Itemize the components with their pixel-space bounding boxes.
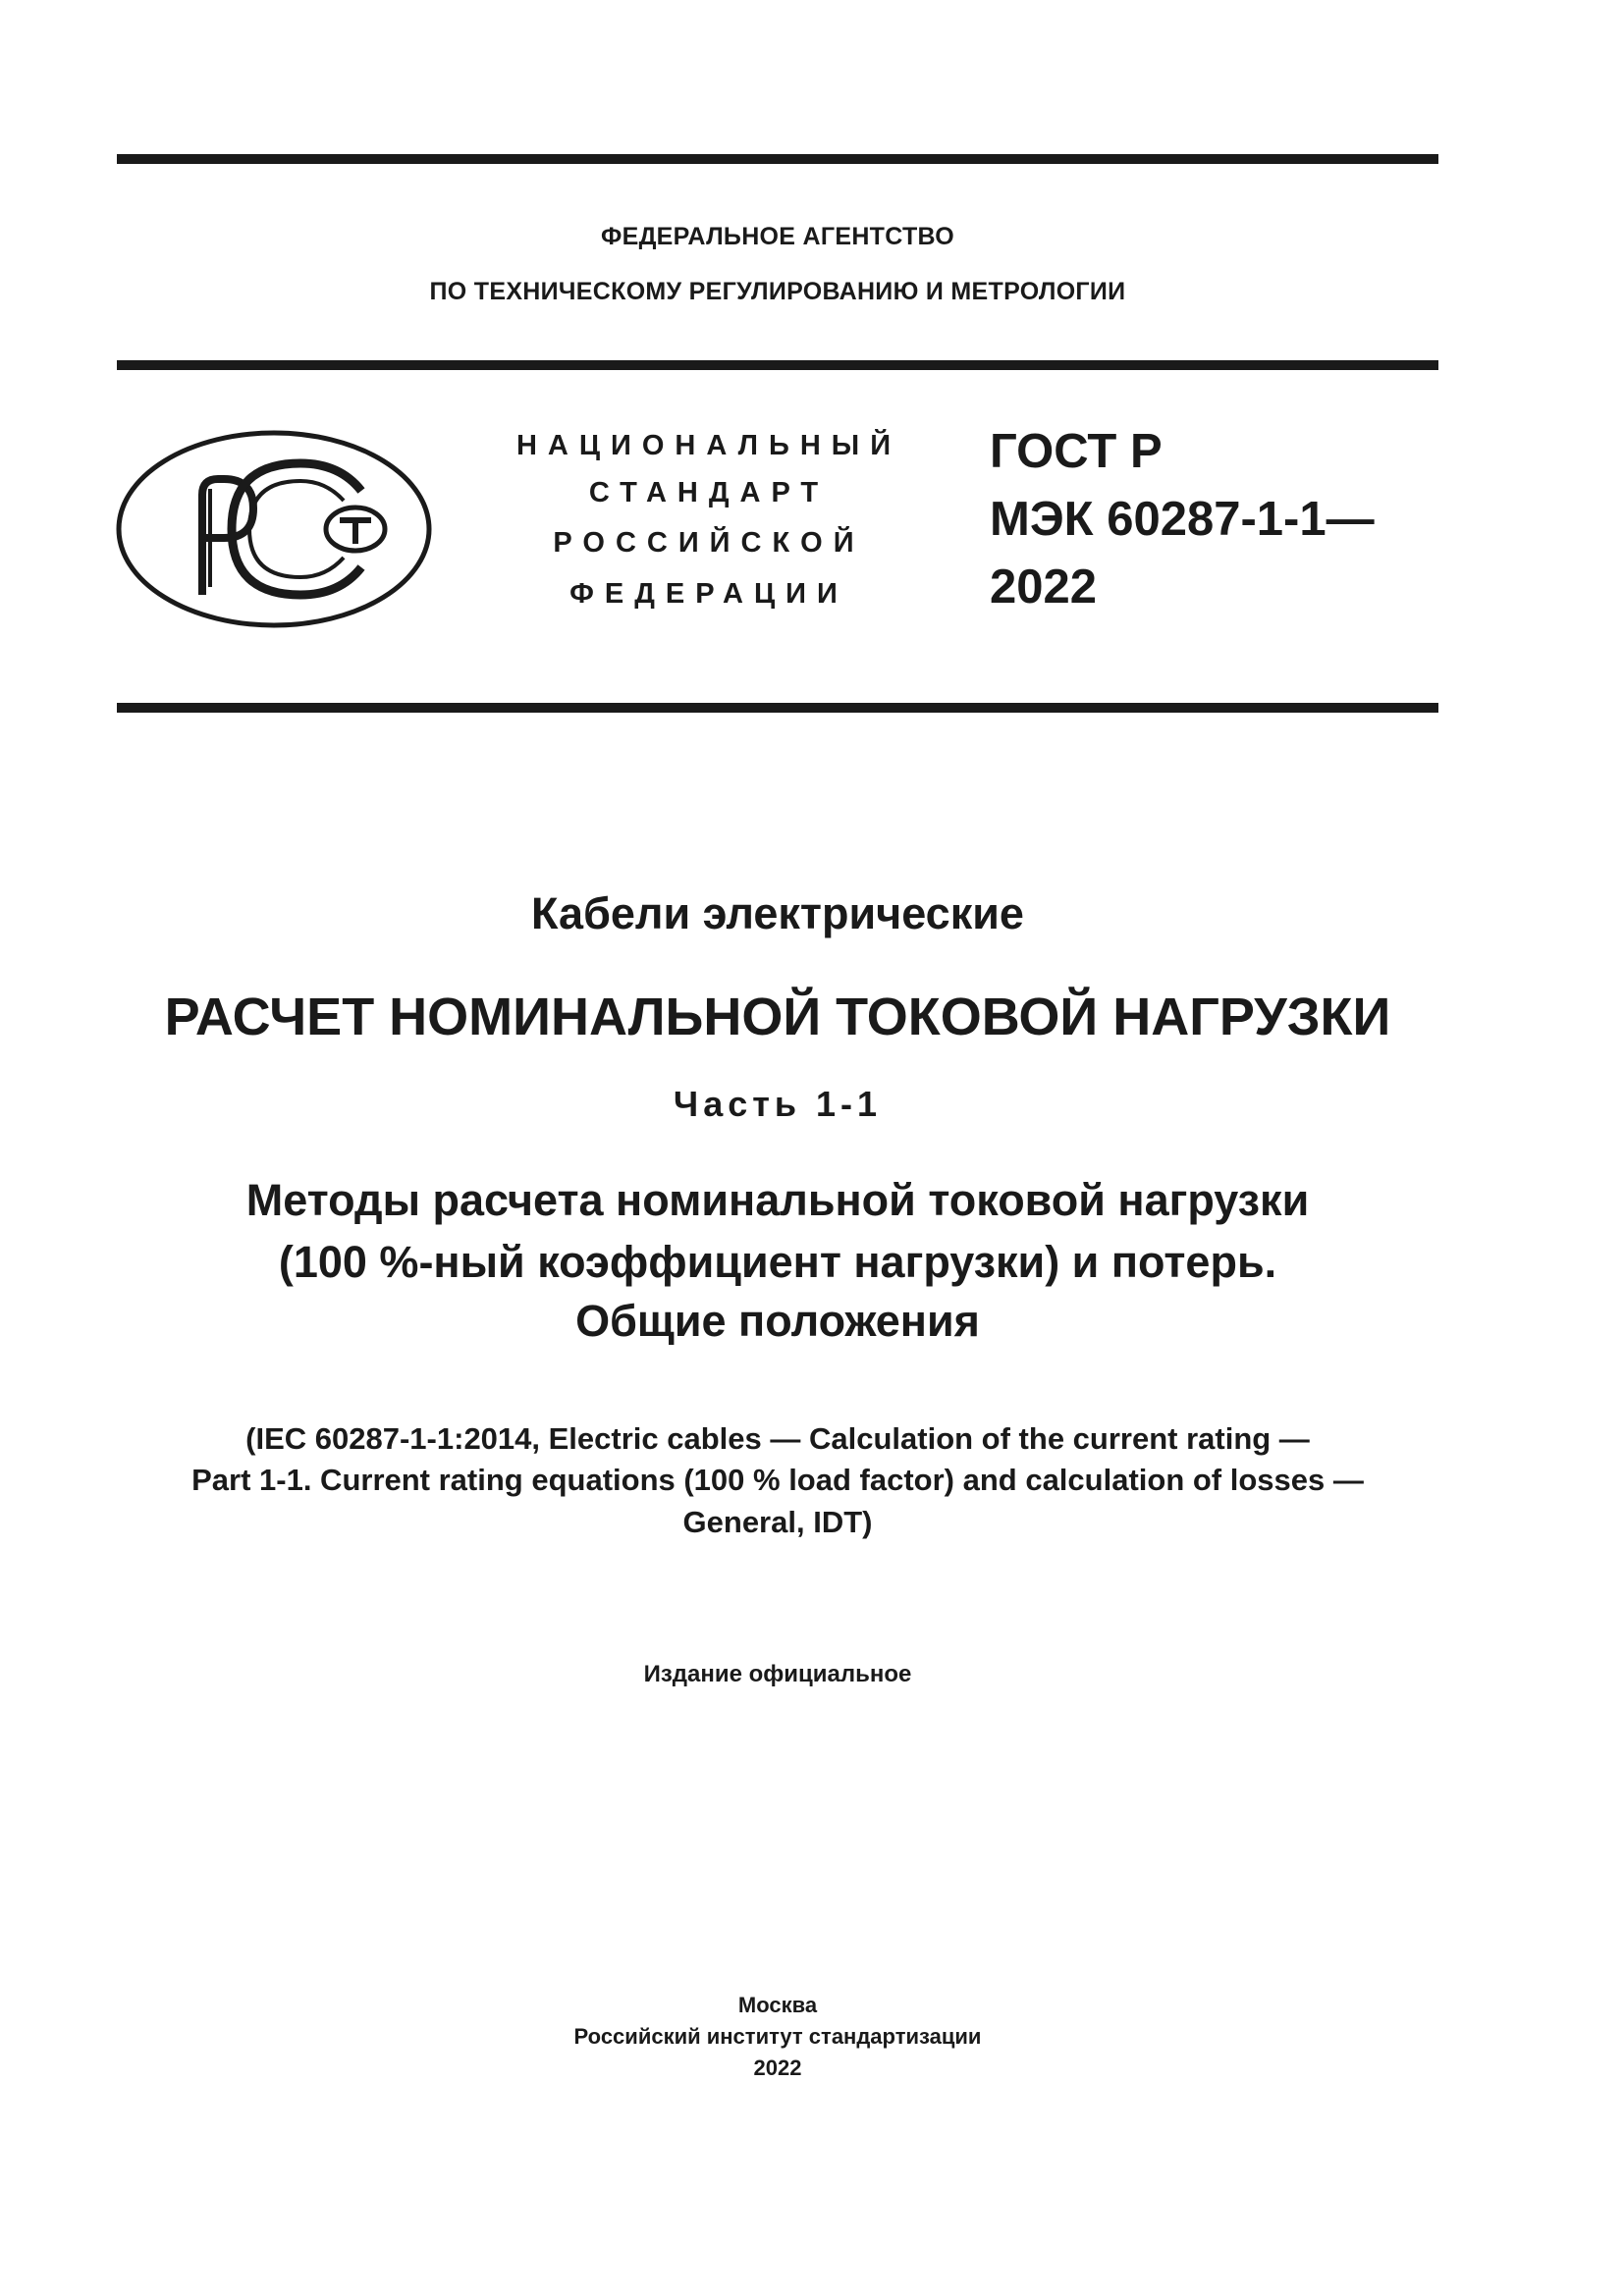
national-standard-line-2: СТАНДАРТ (588, 477, 830, 508)
document-category: Кабели электрические (531, 888, 1024, 938)
rst-conformity-mark-icon (116, 430, 432, 628)
document-part: Часть 1-1 (673, 1084, 883, 1124)
national-standard-line-1: НАЦИОНАЛЬНЫЙ (515, 430, 902, 461)
middle-divider (117, 360, 1438, 370)
national-standard-line-3: РОССИЙСКОЙ (553, 527, 865, 559)
iec-reference-line-1: (IEC 60287-1-1:2014, Electric cables — Calculation of the current rating — (245, 1421, 1310, 1456)
top-divider (117, 154, 1438, 164)
document-title: РАСЧЕТ НОМИНАЛЬНОЙ ТОКОВОЙ НАГРУЗКИ (164, 988, 1391, 1046)
standard-designation-line-3: 2022 (990, 561, 1098, 614)
imprint-city: Москва (737, 1993, 818, 2017)
standard-designation-line-2: МЭК 60287-1-1— (990, 493, 1375, 546)
iec-reference-line-2: Part 1-1. Current rating equations (100 % load factor) and calculation of losses — (191, 1463, 1364, 1497)
imprint-year: 2022 (753, 2056, 802, 2080)
iec-reference-line-3: General, IDT) (682, 1505, 873, 1539)
bottom-divider (117, 703, 1438, 713)
document-subtitle-line-3: Общие положения (575, 1296, 980, 1346)
agency-name-line-2: ПО ТЕХНИЧЕСКОМУ РЕГУЛИРОВАНИЮ И МЕТРОЛОГИИ (429, 278, 1126, 305)
agency-name-line-1: ФЕДЕРАЛЬНОЕ АГЕНТСТВО (600, 223, 955, 250)
imprint-publisher: Российский институт стандартизации (573, 2024, 982, 2049)
document-subtitle-line-1: Методы расчета номинальной токовой нагрузки (245, 1175, 1310, 1225)
edition-label: Издание официальное (643, 1661, 912, 1687)
document-subtitle-line-2: (100 %-ный коэффициент нагрузки) и потерь. (278, 1237, 1277, 1287)
national-standard-line-4: ФЕДЕРАЦИИ (569, 578, 848, 610)
standard-designation-line-1: ГОСТ Р (990, 425, 1163, 478)
